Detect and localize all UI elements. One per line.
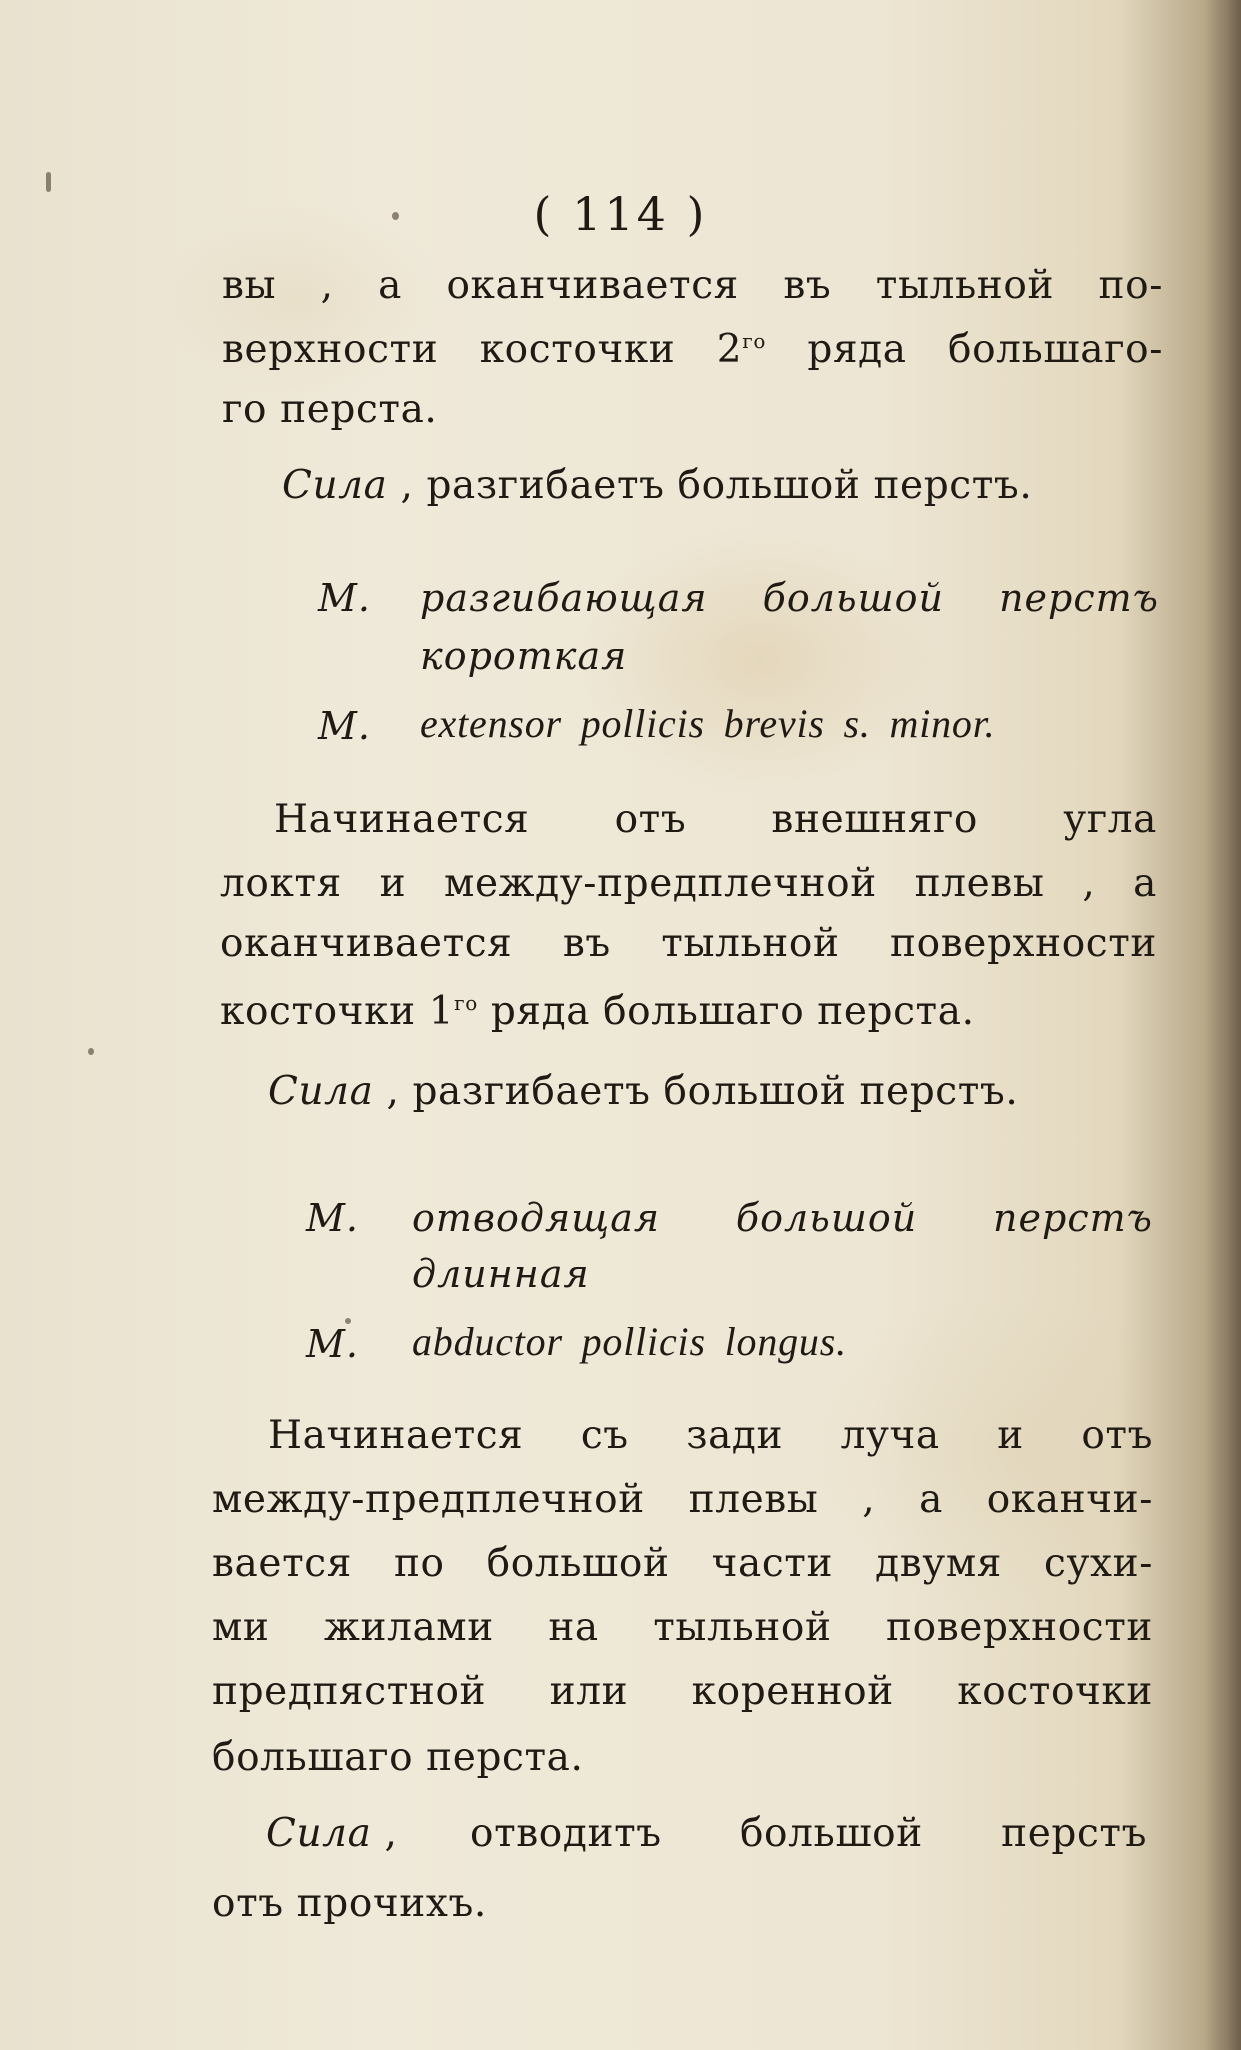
muscle-name-latin: abductor pollicis longus.: [412, 1319, 847, 1364]
text-line: ми жилами на тыльной поверхности: [212, 1605, 1153, 1650]
text-segment: верхности косточки 2: [222, 327, 743, 372]
text-segment: косточки 1: [220, 989, 455, 1034]
page-number: ( 114 ): [533, 187, 708, 241]
text-line: большаго перста.: [212, 1735, 584, 1780]
muscle-prefix: M.: [306, 1322, 359, 1366]
function-line: [268, 1068, 1241, 1116]
text-line: [222, 326, 1163, 374]
muscle-name-latin: extensor pollicis brevis s. minor.: [420, 701, 996, 746]
text-segment: ряда большаго перста.: [477, 989, 975, 1034]
text-line: го перста.: [222, 387, 438, 432]
function-text-cont: отъ прочихъ.: [212, 1881, 487, 1926]
muscle-name-russian: отводящая большой перстъ: [412, 1196, 1153, 1240]
muscle-name-russian-cont: длинная: [412, 1252, 590, 1296]
text-line: Начинается съ зади луча и отъ: [268, 1413, 1153, 1458]
text-line: [220, 988, 1241, 1036]
ordinal-superscript: го: [742, 329, 766, 353]
muscle-prefix: M.: [318, 576, 371, 620]
function-text: , разгибаетъ большой перстъ.: [373, 1069, 1019, 1114]
ordinal-superscript: го: [454, 991, 478, 1015]
muscle-prefix: M.: [318, 704, 371, 748]
ink-spot: [88, 1048, 94, 1055]
muscle-prefix: M.: [306, 1196, 359, 1240]
function-text: отводитъ большой перстъ: [470, 1811, 1147, 1856]
text-line: предпястной или коренной косточки: [212, 1669, 1153, 1714]
function-text: , разгибаетъ большой перстъ.: [387, 463, 1033, 508]
text-line: вается по большой части двумя сухи-: [212, 1541, 1153, 1586]
text-line: оканчивается въ тыльной поверхности: [220, 921, 1157, 966]
text-line: Начинается отъ внешняго угла: [274, 797, 1157, 842]
function-label: Сила: [282, 463, 388, 508]
text-segment: ряда большаго-: [765, 327, 1163, 372]
function-label: Сила: [268, 1069, 374, 1114]
muscle-name-russian-cont: короткая: [420, 634, 628, 678]
muscle-name-russian: разгибающая большой перстъ: [420, 576, 1159, 620]
text-line: между-предплечной плевы , а оканчи-: [212, 1477, 1153, 1522]
function-separator: ,: [371, 1811, 398, 1856]
function-line: [282, 462, 1241, 510]
text-line: вы , а оканчиваетcя въ тыльной по-: [222, 263, 1163, 308]
function-label: Сила: [266, 1811, 372, 1856]
text-line: локтя и между-предплечной плевы , а: [220, 861, 1157, 906]
